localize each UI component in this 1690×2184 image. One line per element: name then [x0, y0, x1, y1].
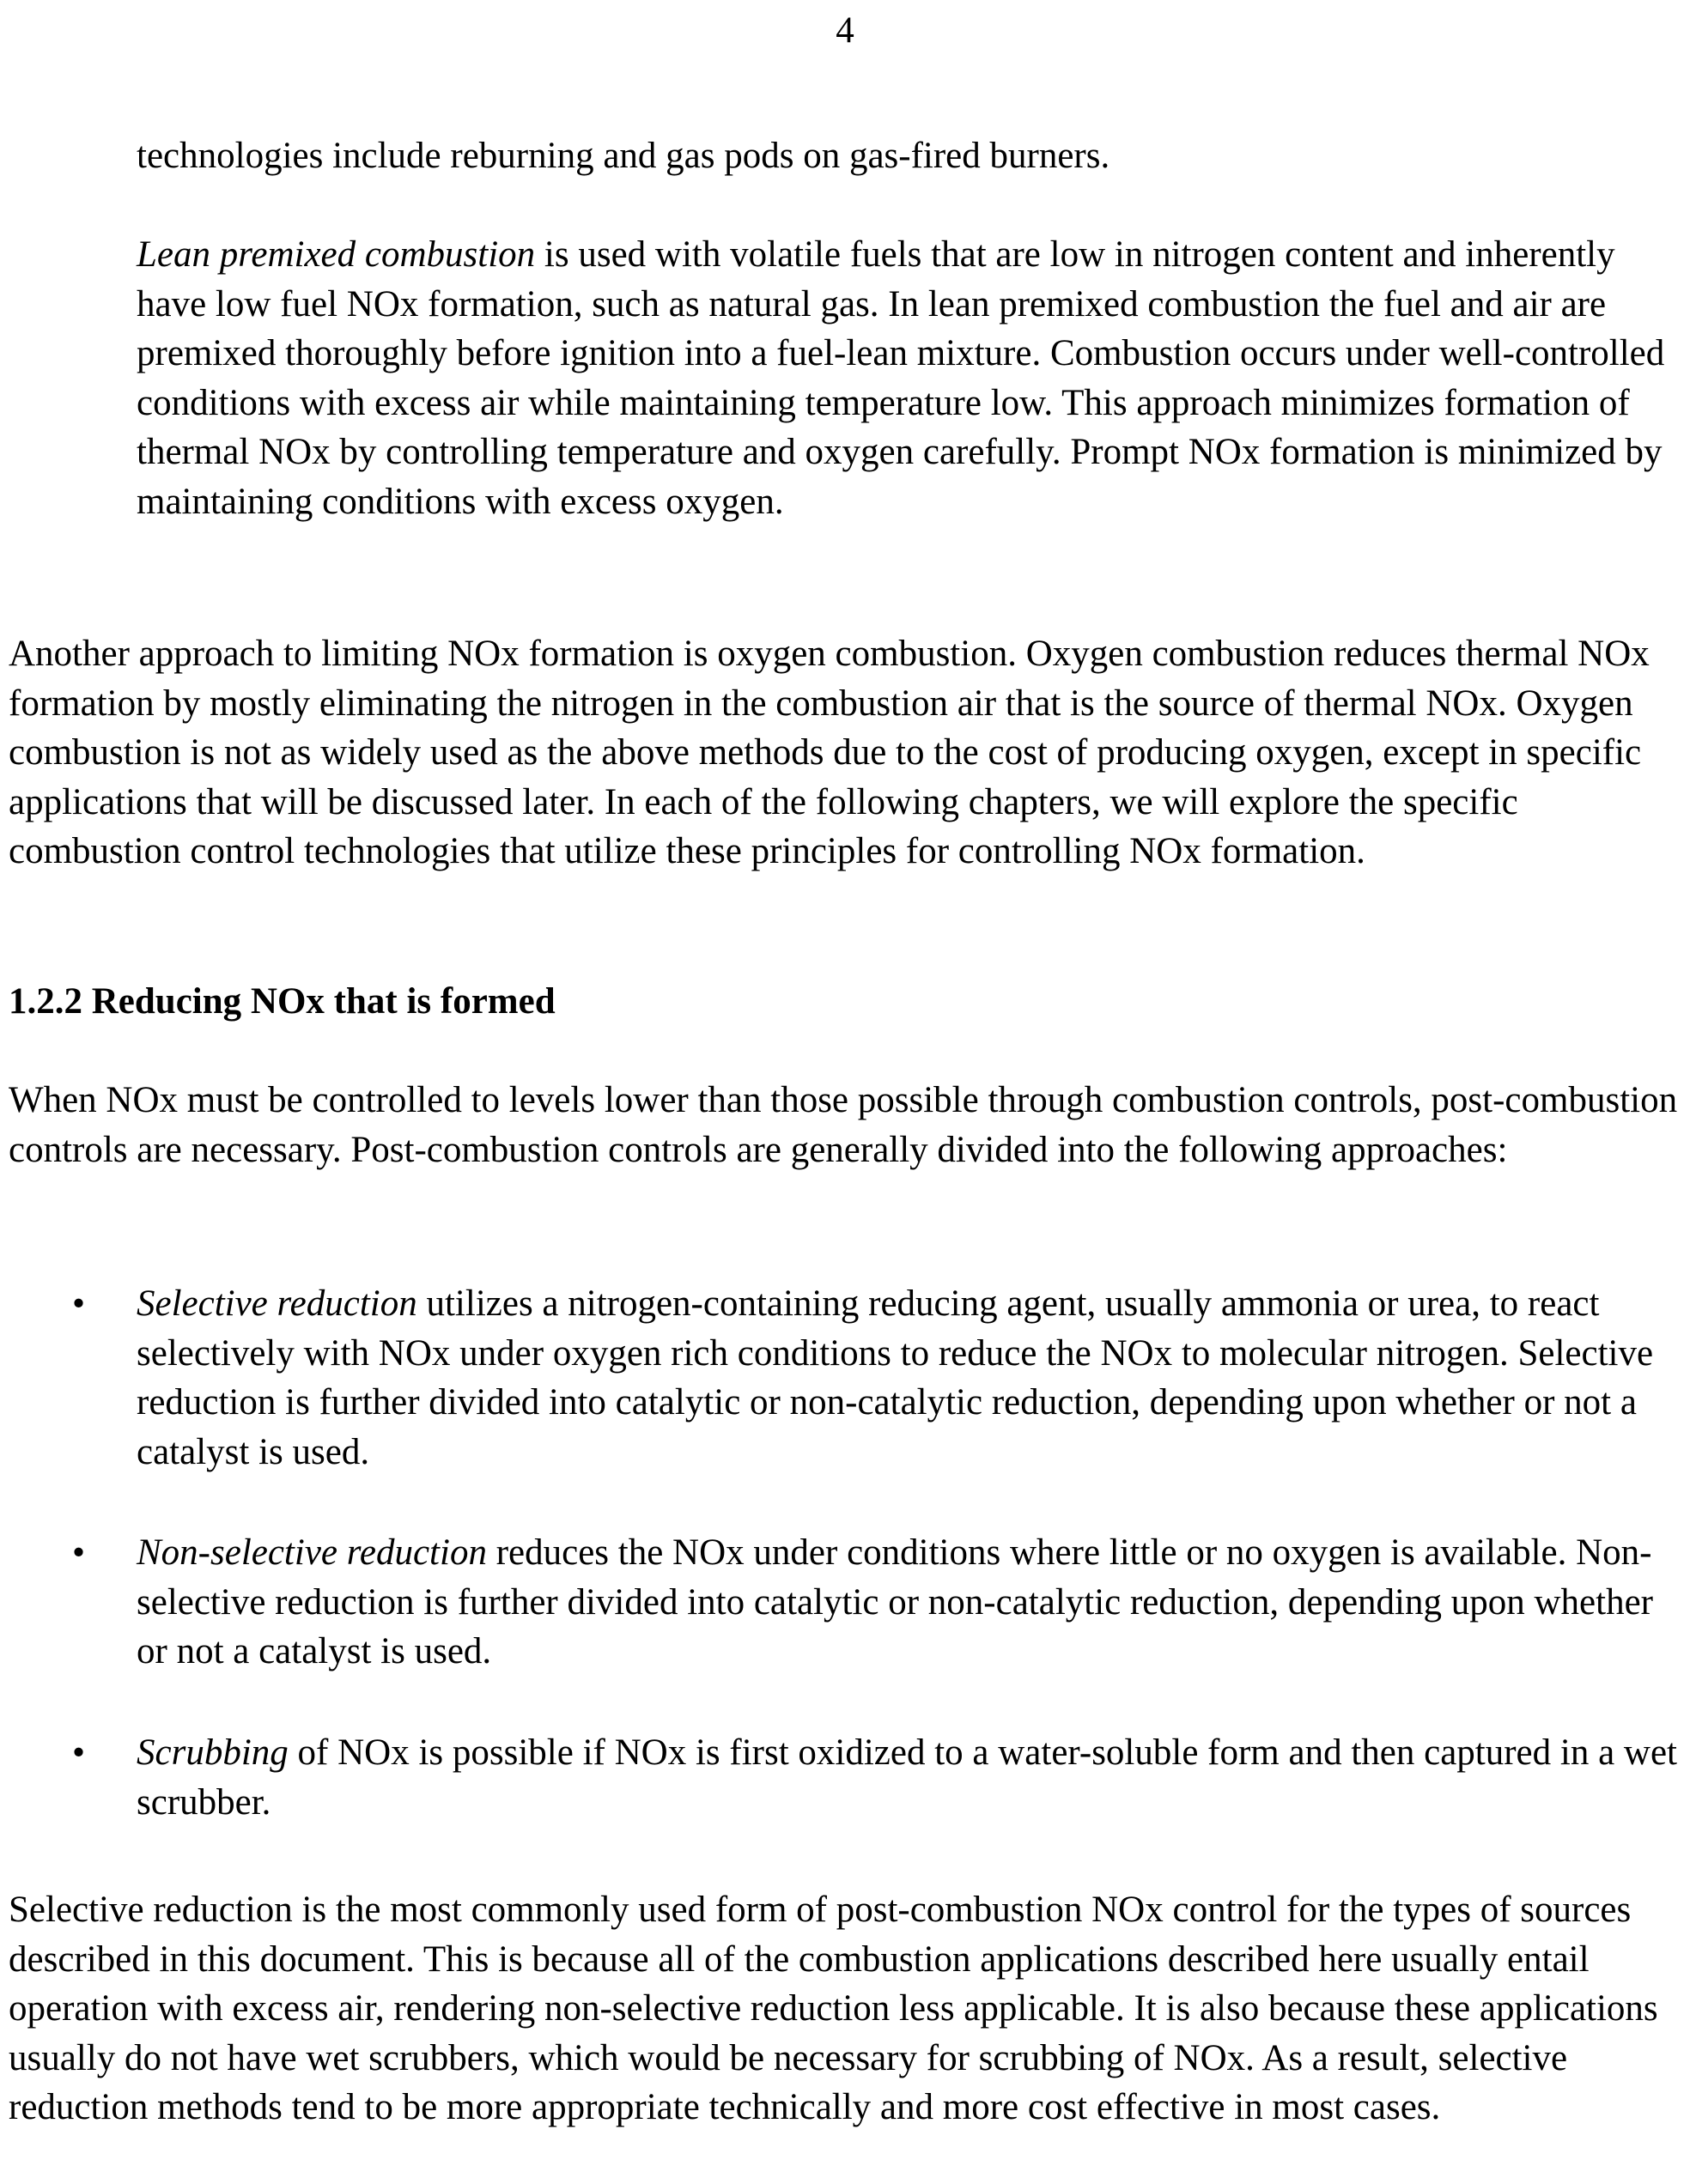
bullet-body: of NOx is possible if NOx is first oxidized to a water-soluble form and then captured in a wet scrubber.: [137, 1732, 1678, 1823]
bullet-body: reduces the NOx under conditions where little or no oxygen is available. Non-selective reduction is further divided into catalytic or non-catalytic reduction, depending upon whether or not a catalyst is used.: [137, 1532, 1653, 1671]
conclusion-paragraph: Selective reduction is the most commonly used form of post-combustion NOx control for the types of sources described in this document. This is because all of the combustion applications described here usually entail operation with excess air, rendering non-selective reduction less applicable. It is also because these applications usually do not have wet scrubbers, which would be necessary for scrubbing of NOx. As a result, selective reduction methods tend to be more appropriate technically and more cost effective in most cases.: [9, 1890, 1658, 2127]
bullet-text: [137, 1528, 1682, 1677]
bullet-marker: •: [72, 1732, 86, 1773]
section-heading: 1.2.2 Reducing NOx that is formed: [9, 981, 556, 1022]
lean-premixed-term: Lean premixed combustion: [137, 234, 536, 275]
bullet-term: Selective reduction: [137, 1283, 417, 1324]
oxygen-combustion-paragraph: Another approach to limiting NOx formation is oxygen combustion. Oxygen combustion reduces thermal NOx formation by mostly eliminating the nitrogen in the combustion air that is the source of thermal NOx. Oxygen combustion is not as widely used as the above methods due to the cost of producing oxygen, except in specific applications that will be discussed later. In each of the following chapters, we will explore the specific combustion control technologies that utilize these principles for controlling NOx formation.: [9, 634, 1650, 871]
bullet-marker: •: [72, 1283, 86, 1324]
bullet-marker: •: [72, 1532, 86, 1573]
lean-premixed-text: is used with volatile fuels that are low in nitrogen content and inherently have low fuel NOx formation, such as natural gas. In lean premixed combustion the fuel and air are premixed thoroughly before ignition into a fuel-lean mixture. Combustion occurs under well-controlled conditions with excess air while maintaining temperature low. This approach minimizes formation of thermal NOx by controlling temperature and oxygen carefully. Prompt NOx formation is minimized by maintaining conditions with excess oxygen.: [137, 234, 1665, 522]
lean-premixed-paragraph: [137, 230, 1682, 526]
bullet-term: Non-selective reduction: [137, 1532, 487, 1573]
continuation-paragraph: technologies include reburning and gas pods on gas-fired burners.: [137, 136, 1110, 176]
bullet-body: utilizes a nitrogen-containing reducing agent, usually ammonia or urea, to react selectively with NOx under oxygen rich conditions to reduce the NOx to molecular nitrogen. Selective reduction is further divided into catalytic or non-catalytic reduction, depending upon whether or not a catalyst is used.: [137, 1283, 1654, 1472]
bullet-text: [137, 1279, 1682, 1477]
bullet-term: Scrubbing: [137, 1732, 289, 1773]
bullet-text: [137, 1728, 1682, 1827]
page-number: 4: [836, 10, 854, 51]
post-combustion-paragraph: When NOx must be controlled to levels lower than those possible through combustion controls, post-combustion controls are necessary. Post-combustion controls are generally divided into the following approaches:: [9, 1080, 1678, 1170]
